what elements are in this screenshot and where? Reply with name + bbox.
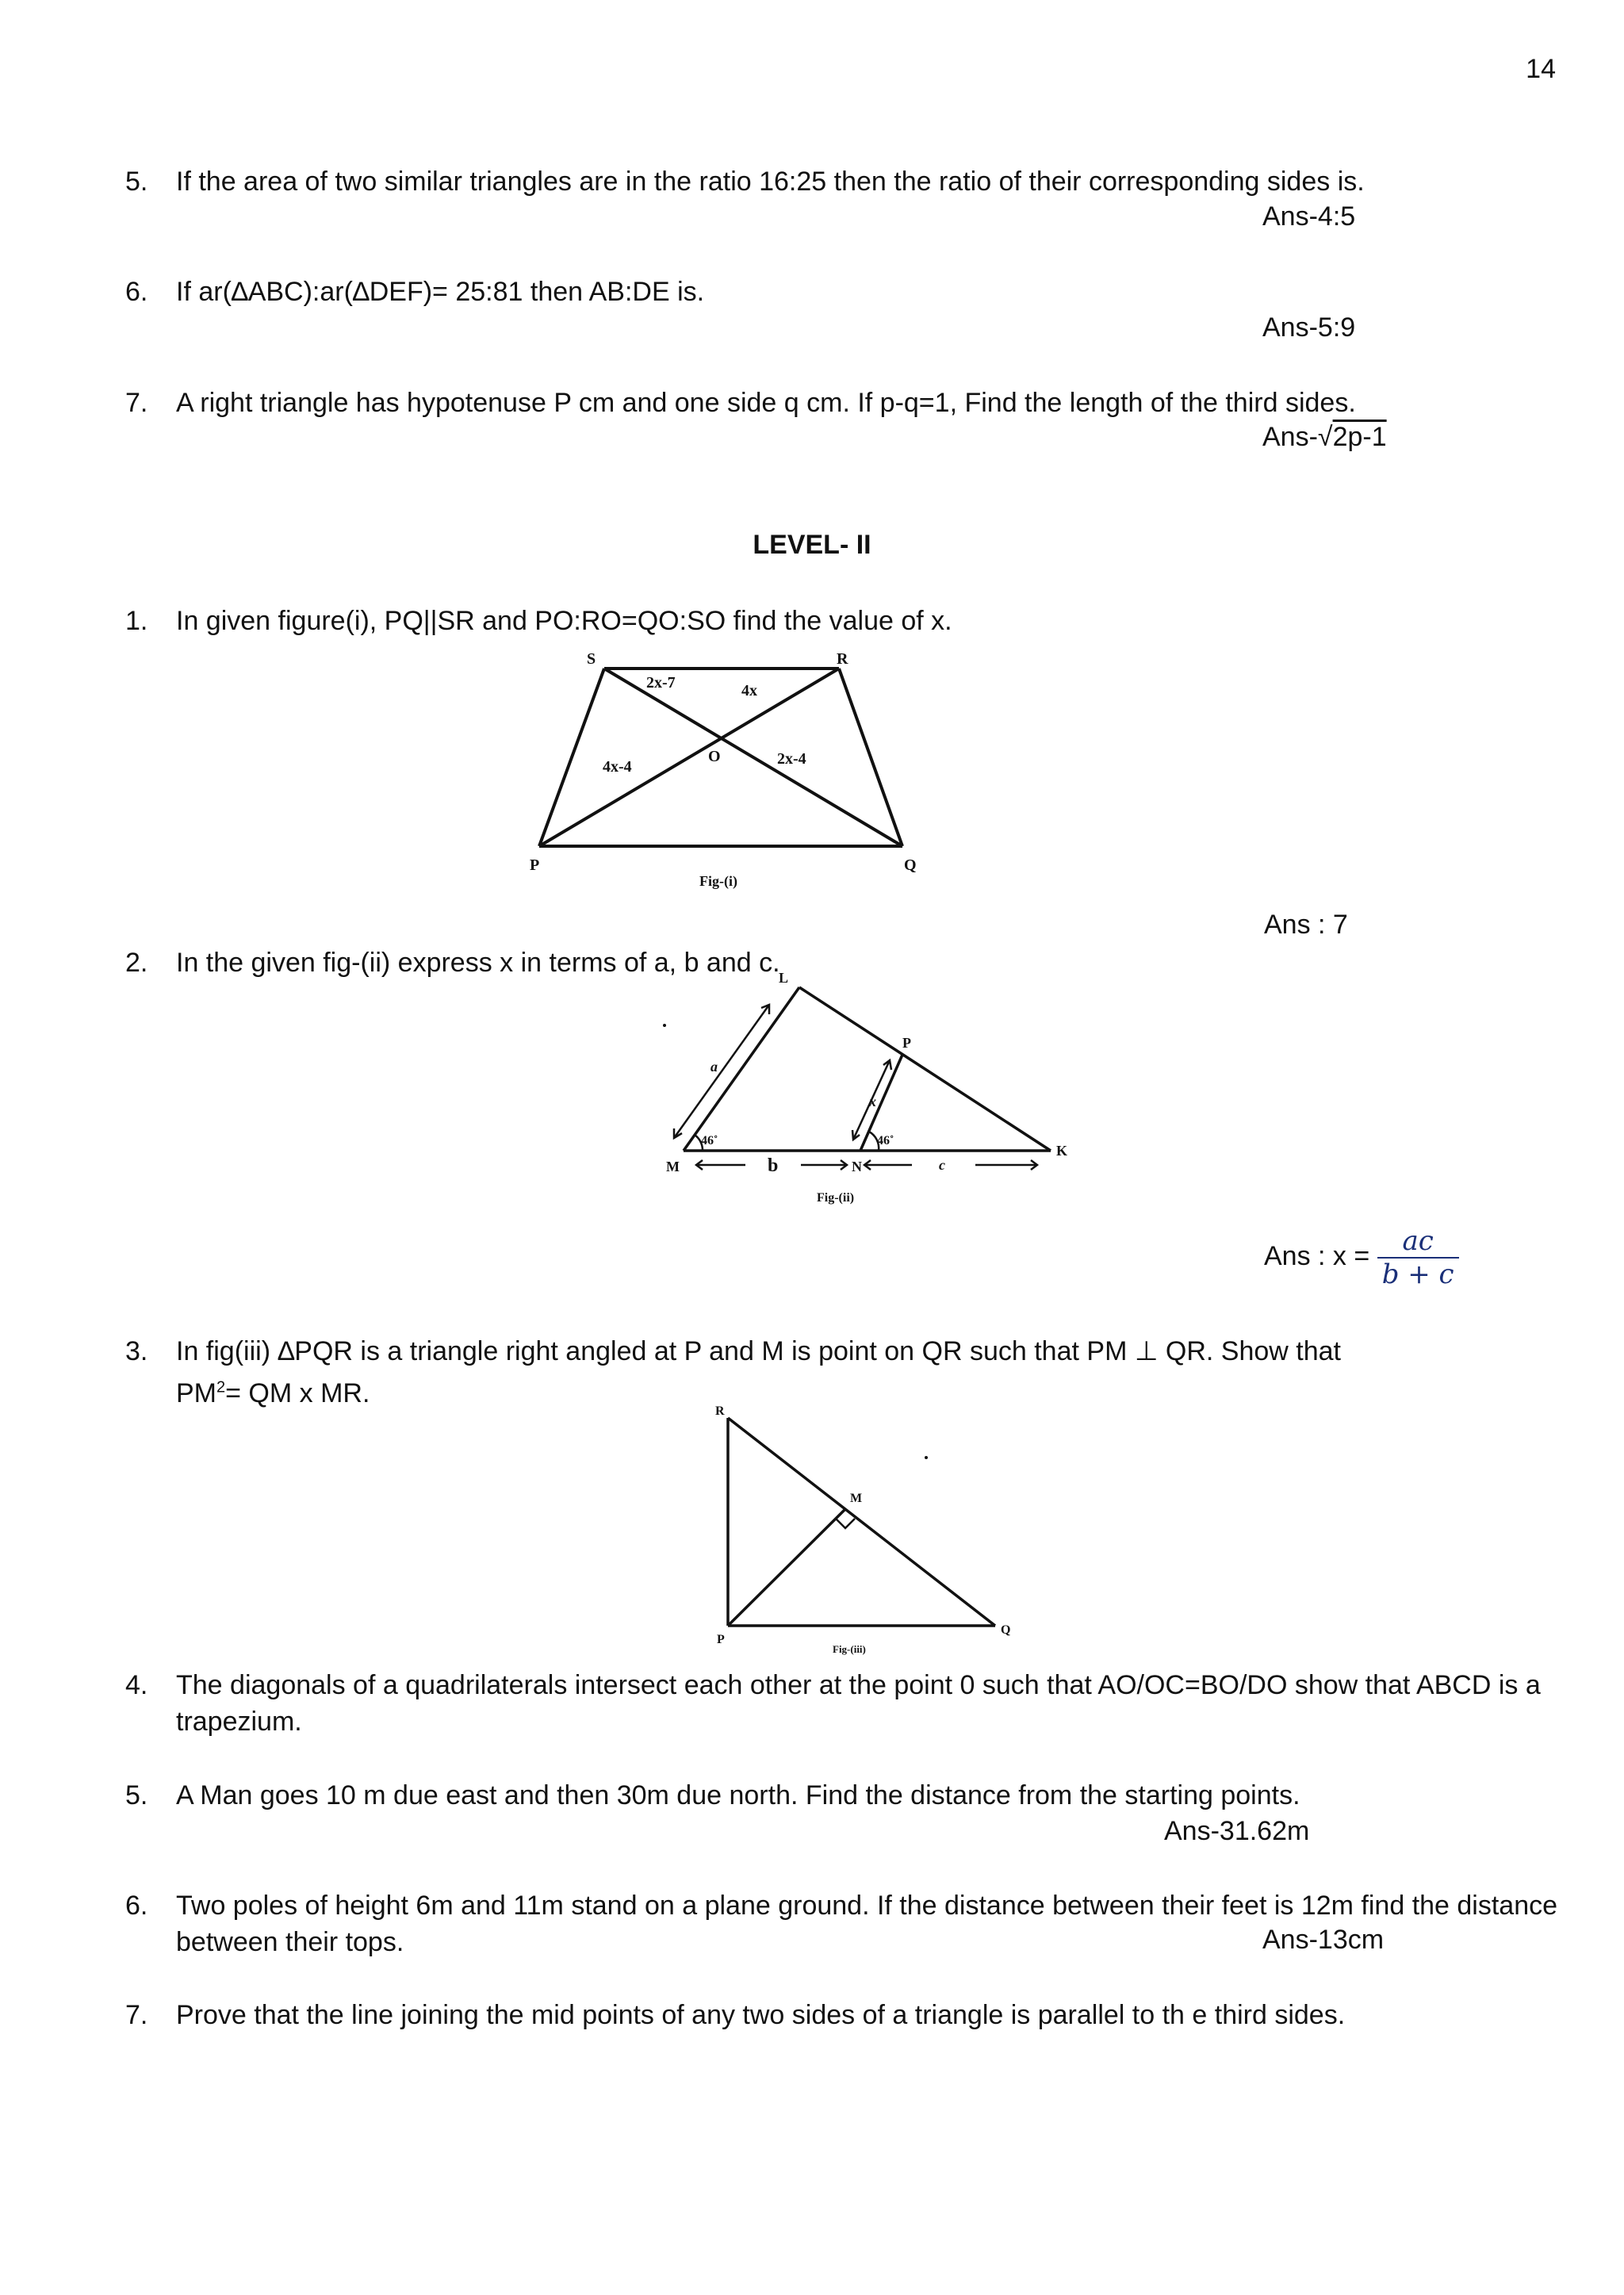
label-n: N (852, 1159, 862, 1174)
answer-radicand: 2p-1 (1332, 422, 1387, 452)
question-number: 6. (125, 1891, 148, 1921)
label-p: P (530, 856, 540, 874)
question-number: 1. (125, 606, 148, 636)
label-r: R (837, 650, 848, 668)
label-a: a (710, 1059, 718, 1075)
question-number: 5. (125, 167, 148, 197)
label-s: S (587, 650, 596, 668)
figure-iii (698, 1396, 1031, 1657)
figure-caption: Fig-(iii) (833, 1643, 866, 1655)
label-q: Q (1001, 1623, 1011, 1637)
label-angle-m: 46˚ (701, 1134, 718, 1148)
fraction-denominator: b + c (1381, 1259, 1454, 1290)
question-number: 4. (125, 1670, 148, 1700)
question-text: Prove that the line joining the mid points of any two sides of a triangle is parallel to th e third sides. (176, 2000, 1346, 2030)
segment-rq (728, 1418, 995, 1626)
question-text: If the area of two similar triangles are in the ratio 16:25 then the ratio of their corresponding sides is. (176, 167, 1365, 197)
answer (1264, 1225, 1459, 1290)
figure-ii (650, 971, 1094, 1217)
question-text: If ar(∆ABC):ar(∆DEF)= 25:81 then AB:DE is. (176, 277, 705, 307)
label-angle-n: 46˚ (877, 1134, 894, 1148)
figure-i (508, 646, 952, 900)
question-number: 2. (125, 948, 148, 978)
arrow-a (674, 1005, 769, 1138)
answer: Ans-31.62m (1164, 1816, 1310, 1846)
figure-caption: Fig-(ii) (817, 1191, 855, 1205)
figure-caption: Fig-(i) (699, 873, 737, 889)
label-x: x (869, 1094, 876, 1109)
label-c: c (939, 1157, 945, 1173)
level-heading: LEVEL- II (753, 530, 871, 560)
segment-sp (539, 669, 604, 846)
segment-pm (728, 1509, 845, 1626)
question-text: The diagonals of a quadrilaterals intersect each other at the point 0 such that AO/OC=BO/DO show that ABCD is a trapezium. (176, 1670, 1541, 1737)
label-k: K (1056, 1143, 1068, 1159)
label-ro: 4x (741, 682, 757, 699)
answer: Ans-5:9 (1262, 312, 1356, 343)
segment-lk (799, 987, 1051, 1151)
label-b: b (768, 1155, 779, 1176)
label-po: 4x-4 (603, 758, 632, 776)
question-text: Two poles of height 6m and 11m stand on a plane ground. If the distance between their feet is 12m find the distance between their tops. (176, 1891, 1558, 1957)
label-o: O (708, 748, 721, 765)
answer-fraction (1377, 1225, 1459, 1290)
question-number: 3. (125, 1336, 148, 1366)
label-m: M (850, 1492, 863, 1505)
question-number: 7. (125, 388, 148, 418)
right-angle-mark (836, 1519, 855, 1528)
label-m: M (666, 1159, 680, 1174)
label-p: P (902, 1035, 911, 1051)
fraction-numerator: ac (1377, 1225, 1459, 1259)
answer-prefix: Ans : x = (1264, 1240, 1370, 1271)
label-r: R (715, 1404, 725, 1418)
question-text: A Man goes 10 m due east and then 30m due north. Find the distance from the starting points. (176, 1780, 1300, 1810)
label-so: 2x-7 (646, 674, 676, 692)
question-text: In given figure(i), PQ||SR and PO:RO=QO:SO find the value of x. (176, 606, 952, 636)
question-text-line1: In fig(iii) ∆PQR is a triangle right angled at P and M is point on QR such that PM ⊥ QR. Show that (176, 1336, 1342, 1366)
page-number: 14 (1526, 54, 1556, 84)
answer: Ans : 7 (1264, 910, 1348, 940)
answer: Ans-4:5 (1262, 201, 1356, 232)
segment-rq (839, 669, 902, 846)
segment-lm (684, 987, 799, 1151)
question-number: 5. (125, 1780, 148, 1810)
answer: Ans-13cm (1262, 1925, 1385, 1955)
answer-prefix: Ans-√ (1262, 422, 1333, 452)
question-number: 6. (125, 277, 148, 307)
label-q: Q (904, 856, 917, 874)
question-text: In the given fig-(ii) express x in terms of a, b and c. (176, 948, 780, 978)
answer (1262, 422, 1387, 453)
label-p: P (717, 1633, 725, 1646)
label-l: L (779, 971, 789, 986)
question-text-line2: $PM^2=$ QM x MR. (176, 1378, 370, 1409)
question-text: A right triangle has hypotenuse P cm and one side q cm. If p-q=1, Find the length of the third sides. (176, 388, 1356, 418)
label-qo: 2x-4 (777, 750, 806, 768)
question-number: 7. (125, 2000, 148, 2030)
